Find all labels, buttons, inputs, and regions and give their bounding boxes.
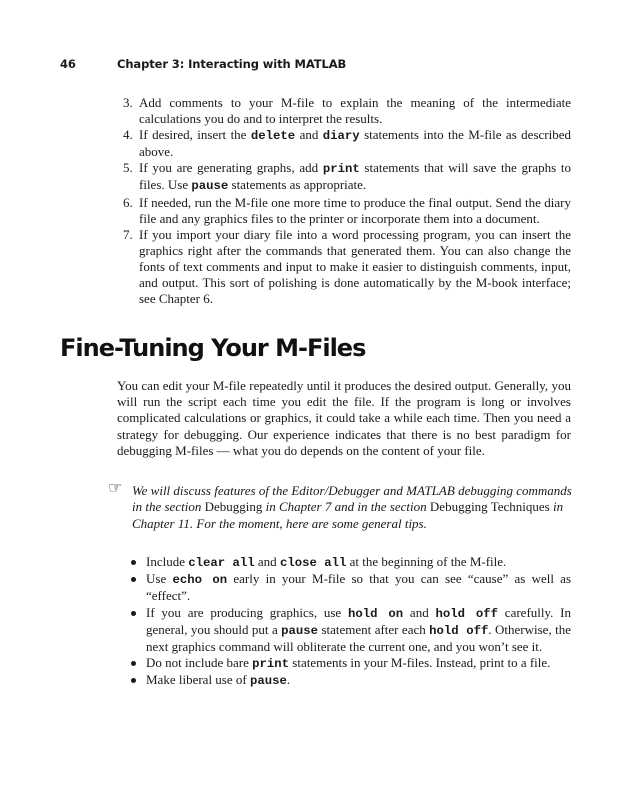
bullet-icon xyxy=(131,678,136,683)
running-header xyxy=(60,57,580,71)
code-pause: pause xyxy=(191,179,229,194)
bullet-icon xyxy=(131,661,136,666)
numbered-steps-list xyxy=(117,95,571,307)
code-echo-on: echo on xyxy=(172,573,228,588)
code-clear-all: clear all xyxy=(188,556,255,570)
code-pause: pause xyxy=(249,674,287,689)
section-reference: Debugging xyxy=(204,499,263,515)
code-delete: delete xyxy=(250,129,296,144)
bullet-icon xyxy=(131,577,136,582)
list-item: 7. If you import your diary file into a word processing program, you can insert the graphics right after the commands that generated them. You can also change the fonts of text comments and input to make it easier to distinguish comments, input, and output. This sort of polishing is done automatically by the M-book interface; see Chapter 6. xyxy=(123,226,571,307)
page-number: 46 xyxy=(60,57,76,71)
code-print: print xyxy=(252,657,290,672)
list-item: If you are producing graphics, use hold on and hold off carefully. In general, you should put a pause statement after each hold off. Otherwise, the next graphics command will obliterate the current one, and you won’t see it. xyxy=(117,605,571,656)
chapter-title: Chapter 3: Interacting with MATLAB xyxy=(117,57,347,71)
list-item: 4. If desired, insert the delete and diary statements into the M-file as described above. xyxy=(123,127,571,160)
debugging-tips-list xyxy=(117,554,571,690)
bullet-icon xyxy=(131,560,136,565)
step-number: 3. xyxy=(123,95,133,110)
section-title: Fine-Tuning Your M-Files xyxy=(60,334,366,362)
step-number: 4. xyxy=(123,127,133,143)
step-number: 5. xyxy=(123,160,133,176)
code-print: print xyxy=(322,162,360,177)
list-item: 6. If needed, run the M-file one more time to produce the final output. Send the diary file and any graphics files to the printer or incorporate them into a document. xyxy=(123,194,571,226)
list-item: Do not include bare print statements in your M-files. Instead, print to a file. xyxy=(117,655,571,672)
list-item: Use echo on early in your M-file so that you can see “cause” as well as “effect”. xyxy=(117,571,571,604)
step-number: 6. xyxy=(123,194,133,210)
bullet-icon xyxy=(131,611,136,616)
section-reference: Debugging Techniques xyxy=(429,499,550,515)
section-intro-paragraph: You can edit your M-file repeatedly until it produces the desired output. Generally, you will run the script each time you edit the file. If the program is long or involves complicated calculations or graphics, it could take a while each time. Then you need a strategy for debugging. Our experience indicates that there is no best paradigm for debugging M-files — what you do depends on the content of your file. xyxy=(117,378,571,458)
code-diary: diary xyxy=(322,129,360,144)
code-close-all: close all xyxy=(279,556,347,570)
code-hold-off: hold off xyxy=(435,606,499,621)
pointing-hand-icon: ☞ xyxy=(108,478,123,497)
list-item: 5. If you are generating graphs, add print statements that will save the graphs to files. Use pause statements as appropriate. xyxy=(123,160,572,194)
list-item: 3. Add comments to your M-file to explain the meaning of the intermediate calculations you do and to interpret the results. xyxy=(123,95,571,127)
step-number: 7. xyxy=(123,226,133,242)
code-hold-on: hold on xyxy=(347,606,404,621)
note-paragraph: We will discuss features of the Editor/Debugger and MATLAB debugging commands in the section Debugging in Chapter 7 and in the section Debugging Techniques in Chapter 11. For the moment, here are some general tips. xyxy=(132,483,572,531)
list-item: Include clear all and close all at the beginning of the M-file. xyxy=(117,554,571,571)
list-item: Make liberal use of pause. xyxy=(117,672,571,689)
code-hold-off: hold off xyxy=(429,623,489,638)
code-pause: pause xyxy=(281,623,319,638)
